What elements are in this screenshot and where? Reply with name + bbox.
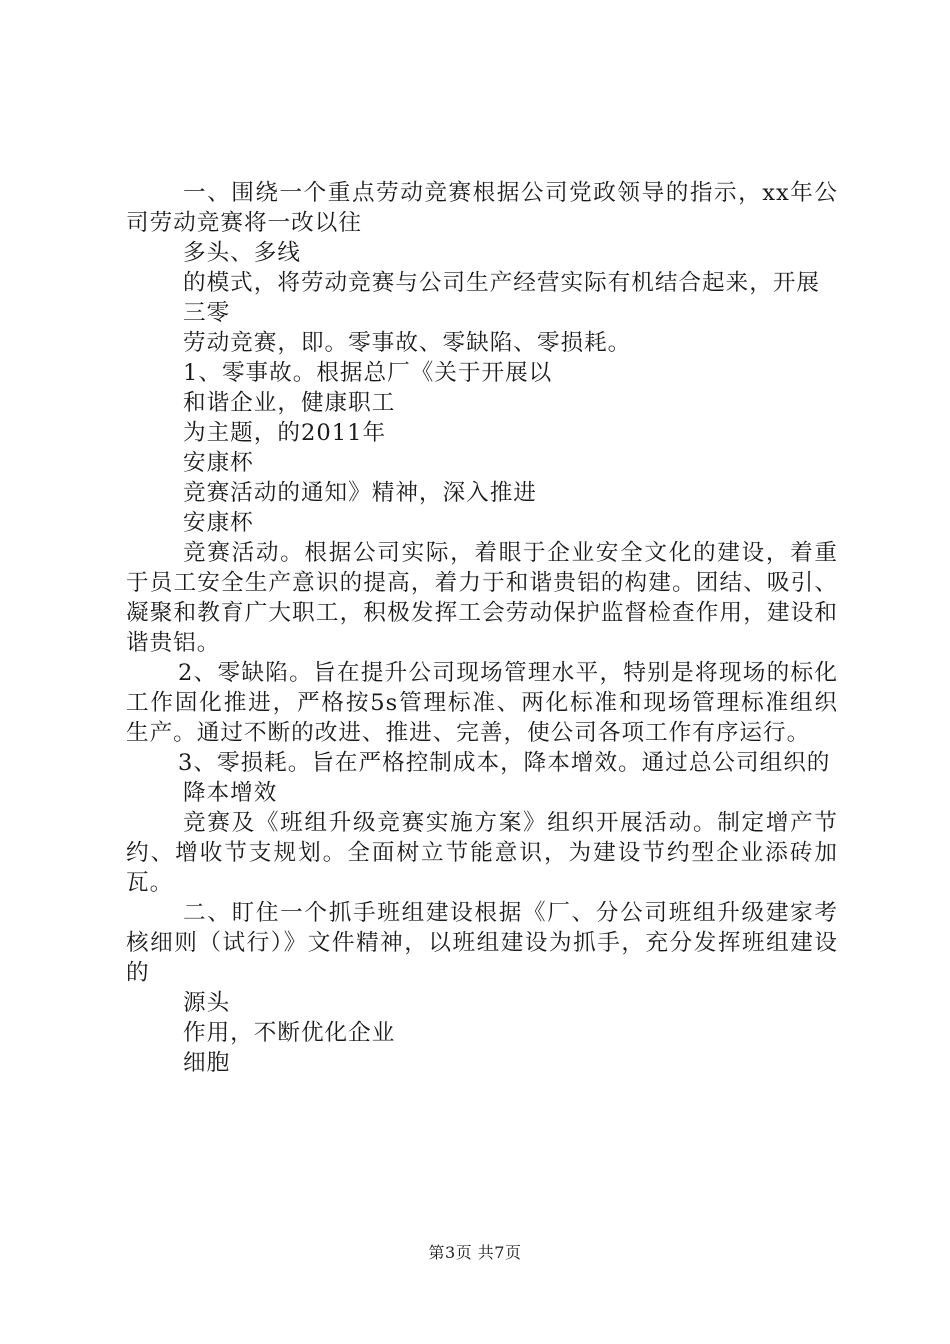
- paragraph: 竞赛活动。根据公司实际，着眼于企业安全文化的建设，着重于员工安全生产意识的提高，着力于和谐贵铝的构建。团结、吸引、凝聚和教育广大职工，积极发挥工会劳动保护监督检查作用，建设和谐贵铝。: [126, 540, 838, 656]
- paragraph: 的模式，将劳动竞赛与公司生产经营实际有机结合起来，开展: [183, 270, 821, 296]
- paragraph: 2、零缺陷。旨在提升公司现场管理水平，特别是将现场的标化工作固化推进，严格按5s管理标准、两化标准和现场管理标准组织生产。通过不断的改进、推进、完善，使公司各项工作有序运行。: [126, 660, 838, 746]
- paragraph: 三零: [183, 300, 231, 326]
- paragraph: 和谐企业，健康职工: [183, 390, 396, 416]
- paragraph: 安康杯: [183, 450, 254, 476]
- paragraph: 安康杯: [183, 510, 254, 536]
- paragraph: 竞赛及《班组升级竞赛实施方案》组织开展活动。制定增产节约、增收节支规划。全面树立节能意识，为建设节约型企业添砖加瓦。: [126, 810, 838, 896]
- document-body: [126, 178, 838, 1078]
- paragraph: 一、围绕一个重点劳动竞赛根据公司党政领导的指示，xx年公司劳动竞赛将一改以往: [126, 180, 838, 236]
- paragraph: 降本增效: [183, 780, 278, 806]
- paragraph: 竞赛活动的通知》精神，深入推进: [183, 480, 537, 506]
- paragraph: 源头: [183, 990, 231, 1016]
- paragraph: 1、零事故。根据总厂《关于开展以: [183, 360, 553, 386]
- paragraph: 劳动竞赛，即。零事故、零缺陷、零损耗。: [183, 330, 632, 356]
- paragraph: 3、零损耗。旨在严格控制成本，降本增效。通过总公司组织的: [178, 750, 831, 776]
- paragraph: 细胞: [183, 1050, 231, 1076]
- page-number-footer: 第3页 共7页: [428, 1243, 522, 1262]
- paragraph: 二、盯住一个抓手班组建设根据《厂、分公司班组升级建家考核细则（试行）》文件精神，以班组建设为抓手，充分发挥班组建设的: [126, 900, 838, 986]
- paragraph: 多头、多线: [183, 240, 301, 266]
- paragraph: 为主题，的2011年: [183, 420, 387, 446]
- paragraph: 作用，不断优化企业: [183, 1020, 396, 1046]
